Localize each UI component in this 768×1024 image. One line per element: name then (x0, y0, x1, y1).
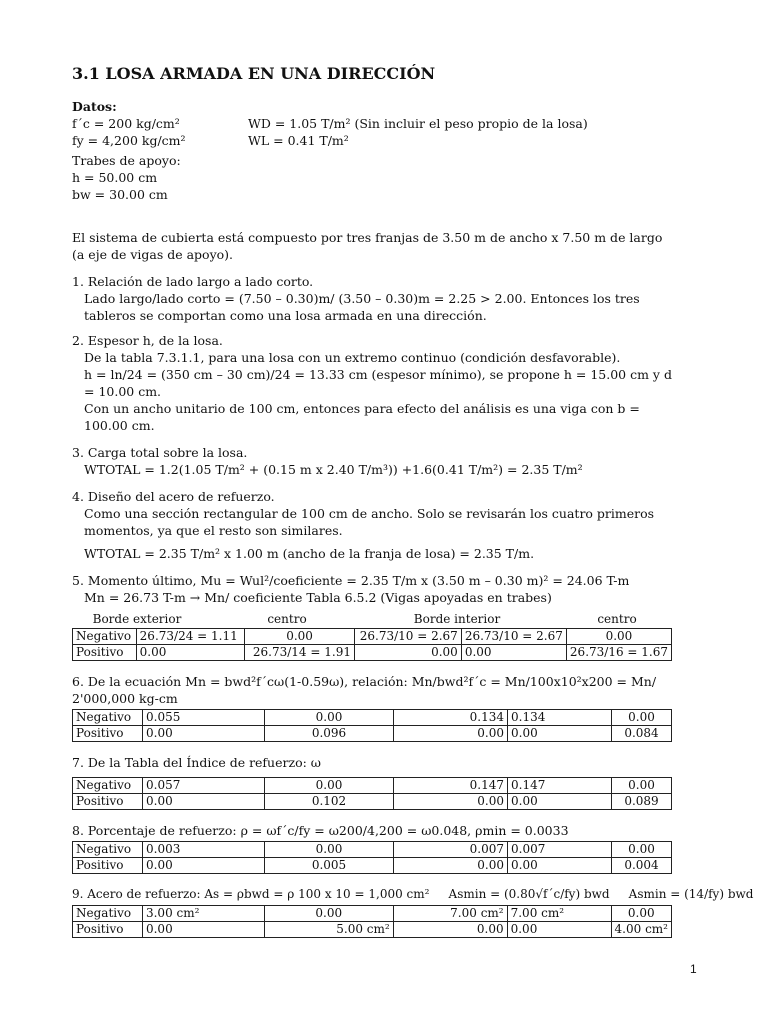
table-row (73, 922, 672, 938)
table-cell: 0.147 (394, 778, 508, 794)
section-4 (72, 488, 672, 562)
table-cell: 0.084 (612, 726, 672, 742)
table-cell: 0.00 (508, 794, 612, 810)
section-2-line-1: De la tabla 7.3.1.1, para una losa con un extremo continuo (condición desfavorable). (84, 350, 621, 365)
section-3-line-1: WTOTAL = 1.2(1.05 T/m² + (0.15 m x 2.40 T/m³)) +1.6(0.41 T/m²) = 2.35 T/m² (84, 462, 583, 477)
trabes-label: Trabes de apoyo: (72, 153, 181, 168)
table-cell: 0.00 (394, 858, 508, 874)
table-cell: 0.003 (143, 842, 265, 858)
section-1 (72, 273, 672, 324)
fy-value: fy = 4,200 kg/cm² (72, 133, 186, 148)
table-cell: 0.00 (394, 726, 508, 742)
section-3-title: 3. Carga total sobre la losa. (72, 445, 248, 460)
moment-table-header (72, 612, 672, 626)
datos-heading: Datos: (72, 99, 117, 114)
section-5 (72, 572, 672, 661)
section-6 (72, 673, 672, 742)
section-2-line-3: Con un ancho unitario de 100 cm, entonces para efecto del análisis es una viga con b = 100.00 cm. (84, 401, 640, 433)
header-borde-exterior: Borde exterior (92, 612, 182, 626)
table-cell: 3.00 cm² (142, 906, 264, 922)
table-cell: Positivo (73, 858, 143, 874)
table-cell: 0.007 (394, 842, 508, 858)
table-row (73, 710, 672, 726)
table-cell: 0.057 (143, 778, 265, 794)
wd-value: WD = 1.05 T/m² (Sin incluir el peso propio de la losa) (248, 116, 588, 131)
table-cell: 0.00 (566, 629, 671, 645)
section-2-title: 2. Espesor h, de la losa. (72, 333, 223, 348)
table-cell: 0.00 (354, 645, 461, 661)
table-cell: 0.00 (508, 858, 612, 874)
page-title: 3.1 LOSA ARMADA EN UNA DIRECCIÓN (72, 64, 436, 83)
table-cell: 26.73/24 = 1.11 (136, 629, 244, 645)
table-cell: 0.00 (264, 906, 393, 922)
section-1-line: Lado largo/lado corto = (7.50 – 0.30)m/ (3.50 – 0.30)m = 2.25 > 2.00. Entonces los tres tableros se comportan como una losa armada en una dirección. (84, 291, 640, 323)
omega-table (72, 777, 672, 810)
table-cell: 0.089 (612, 794, 672, 810)
table-cell: 0.00 (507, 922, 611, 938)
table-row (73, 842, 672, 858)
table-row (73, 778, 672, 794)
table-row (73, 858, 672, 874)
table-cell: 7.00 cm² (393, 906, 507, 922)
section-2 (72, 332, 672, 434)
table-cell: 0.00 (143, 858, 265, 874)
section-5-line-1: Mn = 26.73 T-m → Mn/ coeficiente Tabla 6.5.2 (Vigas apoyadas en trabes) (84, 590, 552, 605)
steel-table (72, 905, 672, 938)
table-cell: Positivo (73, 645, 137, 661)
table-cell: 0.00 (612, 842, 672, 858)
section-2-line-2: h = ln/24 = (350 cm – 30 cm)/24 = 13.33 cm (espesor mínimo), se propone h = 15.00 cm y d = 10.00 cm. (84, 367, 672, 399)
table-cell: 0.147 (508, 778, 612, 794)
section-7-title: 7. De la Tabla del Índice de refuerzo: ω (72, 755, 321, 770)
table-cell: 0.00 (265, 778, 394, 794)
table-cell: Negativo (73, 778, 143, 794)
table-row (73, 794, 672, 810)
wl-value: WL = 0.41 T/m² (248, 133, 349, 148)
section-4-title: 4. Diseño del acero de refuerzo. (72, 489, 275, 504)
section-9 (72, 886, 754, 938)
h-value: h = 50.00 cm (72, 170, 158, 185)
section-6-title: 6. De la ecuación Mn = bwd²f´cω(1-0.59ω), relación: Mn/bwd²f´c = Mn/100x10²x200 = Mn/ 2'000,000 kg-cm (72, 674, 657, 706)
table-cell: 0.134 (394, 710, 508, 726)
table-cell: Positivo (73, 794, 143, 810)
table-cell: 0.00 (508, 726, 612, 742)
intro-paragraph: El sistema de cubierta está compuesto por tres franjas de 3.50 m de ancho x 7.50 m de largo (a eje de vigas de apoyo). (72, 230, 663, 262)
table-cell: 0.00 (142, 922, 264, 938)
table-cell: 26.73/10 = 2.67 (354, 629, 461, 645)
section-9-title: 9. Acero de refuerzo: As = ρbwd = ρ 100 x 10 = 1,000 cm² Asmin = (0.80√f´c/fy) bwd Asmin = (14/fy) bwd (72, 887, 754, 901)
table-cell: 0.00 (612, 778, 672, 794)
section-8 (72, 822, 672, 874)
table-cell: 0.134 (508, 710, 612, 726)
table-cell: 0.00 (245, 629, 355, 645)
table-cell: 0.00 (394, 794, 508, 810)
table-cell: 0.00 (393, 922, 507, 938)
header-centro-1: centro (267, 612, 307, 626)
section-5-title: 5. Momento último, Mu = Wul²/coeficiente = 2.35 T/m x (3.50 m – 0.30 m)² = 24.06 T-m (72, 573, 630, 588)
table-row (73, 629, 672, 645)
table-cell: Negativo (73, 842, 143, 858)
header-borde-interior: Borde interior (413, 612, 501, 626)
table-cell: 0.005 (265, 858, 394, 874)
table-cell: 0.00 (611, 906, 671, 922)
table-row (73, 726, 672, 742)
page-number: 1 (690, 962, 697, 976)
document-page (72, 64, 754, 938)
table-cell: 0.007 (508, 842, 612, 858)
moment-table (72, 628, 672, 661)
table-cell: Negativo (73, 906, 143, 922)
table-cell: Positivo (73, 922, 143, 938)
table-cell: 0.102 (265, 794, 394, 810)
bw-value: bw = 30.00 cm (72, 187, 168, 202)
section-3 (72, 444, 672, 478)
table-cell: 4.00 cm² (611, 922, 671, 938)
table-cell: 26.73/16 = 1.67 (566, 645, 671, 661)
datos-block (72, 98, 672, 203)
table-cell: Negativo (73, 710, 143, 726)
table-cell: Negativo (73, 629, 137, 645)
header-centro-2: centro (597, 612, 637, 626)
table-row (73, 645, 672, 661)
section-8-title: 8. Porcentaje de refuerzo: ρ = ωf´c/fy = ω200/4,200 = ω0.048, ρmin = 0.0033 (72, 823, 569, 838)
table-row (73, 906, 672, 922)
table-cell: 5.00 cm² (264, 922, 393, 938)
table-cell: 0.00 (265, 842, 394, 858)
section-1-title: 1. Relación de lado largo a lado corto. (72, 274, 314, 289)
table-cell: 0.096 (265, 726, 394, 742)
rho-table (72, 841, 672, 874)
table-cell: 0.055 (143, 710, 265, 726)
table-cell: 7.00 cm² (507, 906, 611, 922)
section-7 (72, 754, 672, 810)
table-cell: 26.73/14 = 1.91 (245, 645, 355, 661)
fc-value: f´c = 200 kg/cm² (72, 116, 180, 131)
ratio-table (72, 709, 672, 742)
table-cell: 0.00 (143, 726, 265, 742)
table-cell: 26.73/10 = 2.67 (461, 629, 566, 645)
table-cell: 0.00 (265, 710, 394, 726)
table-cell: 0.00 (461, 645, 566, 661)
table-cell: 0.00 (612, 710, 672, 726)
section-4-line-1: Como una sección rectangular de 100 cm de ancho. Solo se revisarán los cuatro primeros momentos, ya que el resto son similares. (84, 506, 655, 538)
table-cell: 0.00 (143, 794, 265, 810)
section-4-line-2: WTOTAL = 2.35 T/m² x 1.00 m (ancho de la franja de losa) = 2.35 T/m. (84, 546, 535, 561)
table-cell: 0.00 (136, 645, 244, 661)
table-cell: 0.004 (612, 858, 672, 874)
table-cell: Positivo (73, 726, 143, 742)
